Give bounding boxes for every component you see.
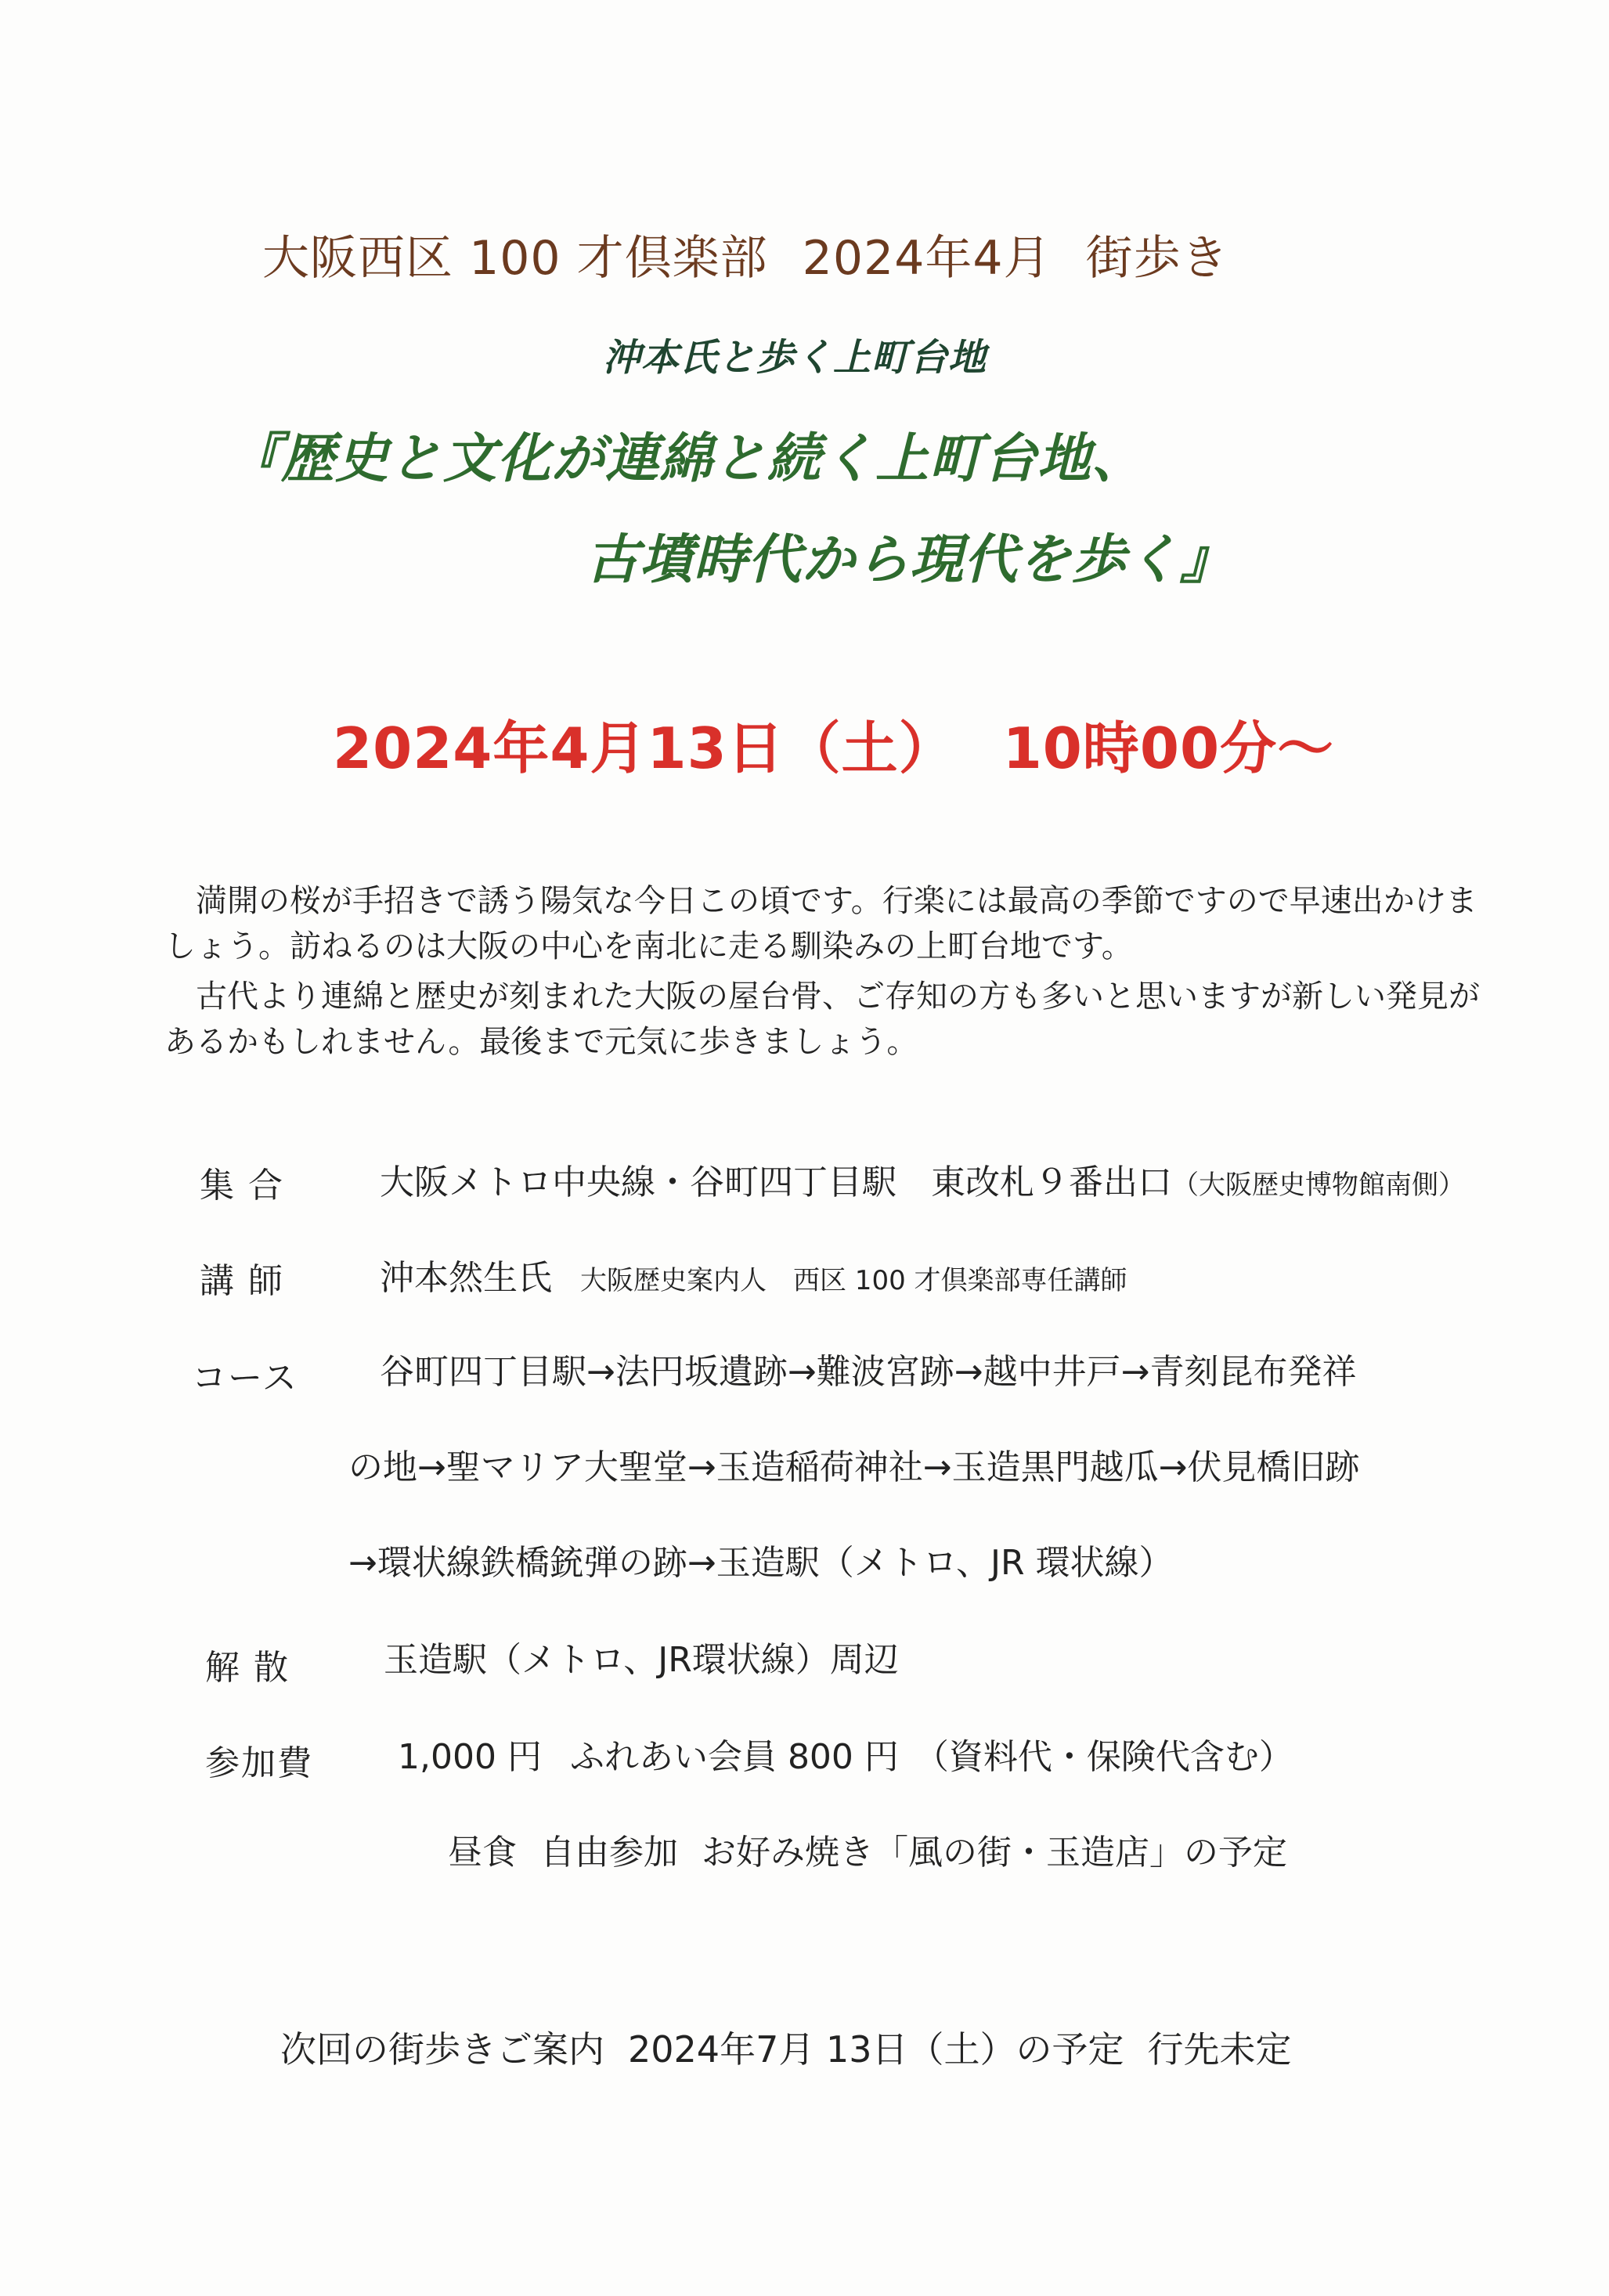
course-line-3: →環状線鉄橋銃弾の跡→玉造駅（メトロ、JR 環状線） <box>348 1543 1174 1583</box>
meeting-value: 大阪メトロ中央線・谷町四丁目駅 東改札９番出口 <box>380 1162 1172 1202</box>
meeting-label: 集 合 <box>200 1166 284 1206</box>
intro-paragraph-2 <box>164 974 1488 1065</box>
fee-member: ふれあい会員 800 円 <box>569 1737 899 1777</box>
lunch-label: 昼食 <box>448 1833 517 1872</box>
lecturer-info <box>380 1249 1127 1299</box>
lunch-note: お好み焼き「風の街・玉造店」の予定 <box>702 1833 1287 1872</box>
fee-label: 参加費 <box>205 1743 313 1783</box>
fee-info <box>398 1728 1293 1779</box>
next-walk-label: 次回の街歩きご案内 <box>280 2028 604 2071</box>
main-title-line2: 古墳時代から現代を歩く』 <box>586 529 1235 591</box>
club-name: 大阪西区 100 才倶楽部 <box>262 231 768 286</box>
course-label: コース <box>192 1358 298 1398</box>
next-walk <box>280 2021 1292 2073</box>
event-month: 2024年4月 <box>802 231 1052 286</box>
intro-text-1: 満開の桜が手招きで誘う陽気な今日この頃です。行楽には最高の季節ですので早速出かけましょう。訪ねるのは大阪の中心を南北に走る馴染みの上町台地です。 <box>164 883 1477 964</box>
intro-paragraph-1 <box>164 878 1488 969</box>
fee-note: （資料代・保険代含む） <box>914 1737 1293 1777</box>
lunch-info <box>448 1824 1287 1874</box>
lecturer-note: 大阪歴史案内人 西区 100 才倶楽部専任講師 <box>580 1265 1127 1296</box>
course-line-2: の地→聖マリア大聖堂→玉造稲荷神社→玉造黒門越瓜→伏見橋旧跡 <box>348 1447 1360 1487</box>
meeting-place <box>380 1154 1465 1204</box>
event-type: 街歩き <box>1085 231 1229 286</box>
course-line-1: 谷町四丁目駅→法円坂遺跡→難波宮跡→越中井戸→青刻昆布発祥 <box>380 1352 1357 1392</box>
meeting-note: （大阪歴史博物館南側） <box>1172 1170 1465 1201</box>
dismissal-value: 玉造駅（メトロ、JR環状線）周辺 <box>384 1640 899 1680</box>
intro-text-2: 古代より連綿と歴史が刻まれた大阪の屋台骨、ご存知の方も多いと思いますが新しい発見があるかもしれません。最後まで元気に歩きましょう。 <box>164 979 1480 1060</box>
lecturer-name: 沖本然生氏 <box>380 1258 552 1298</box>
dismissal-label: 解 散 <box>205 1648 290 1688</box>
event-date <box>333 703 1334 784</box>
lecturer-label: 講 師 <box>200 1261 284 1301</box>
main-title-line1: 『歴史と文化が連綿と続く上町台地、 <box>227 428 1146 490</box>
event-date-day: 2024年4月13日（土） <box>333 715 956 781</box>
next-walk-destination: 行先未定 <box>1147 2028 1292 2071</box>
subtitle: 沖本氏と歩く上町台地 <box>603 336 987 380</box>
lunch-value: 自由参加 <box>540 1833 678 1872</box>
event-date-time: 10時00分～ <box>1002 715 1335 781</box>
fee-value: 1,000 円 <box>398 1737 542 1777</box>
page-header <box>262 221 1229 288</box>
next-walk-date: 2024年7月 13日（土）の予定 <box>628 2028 1124 2071</box>
